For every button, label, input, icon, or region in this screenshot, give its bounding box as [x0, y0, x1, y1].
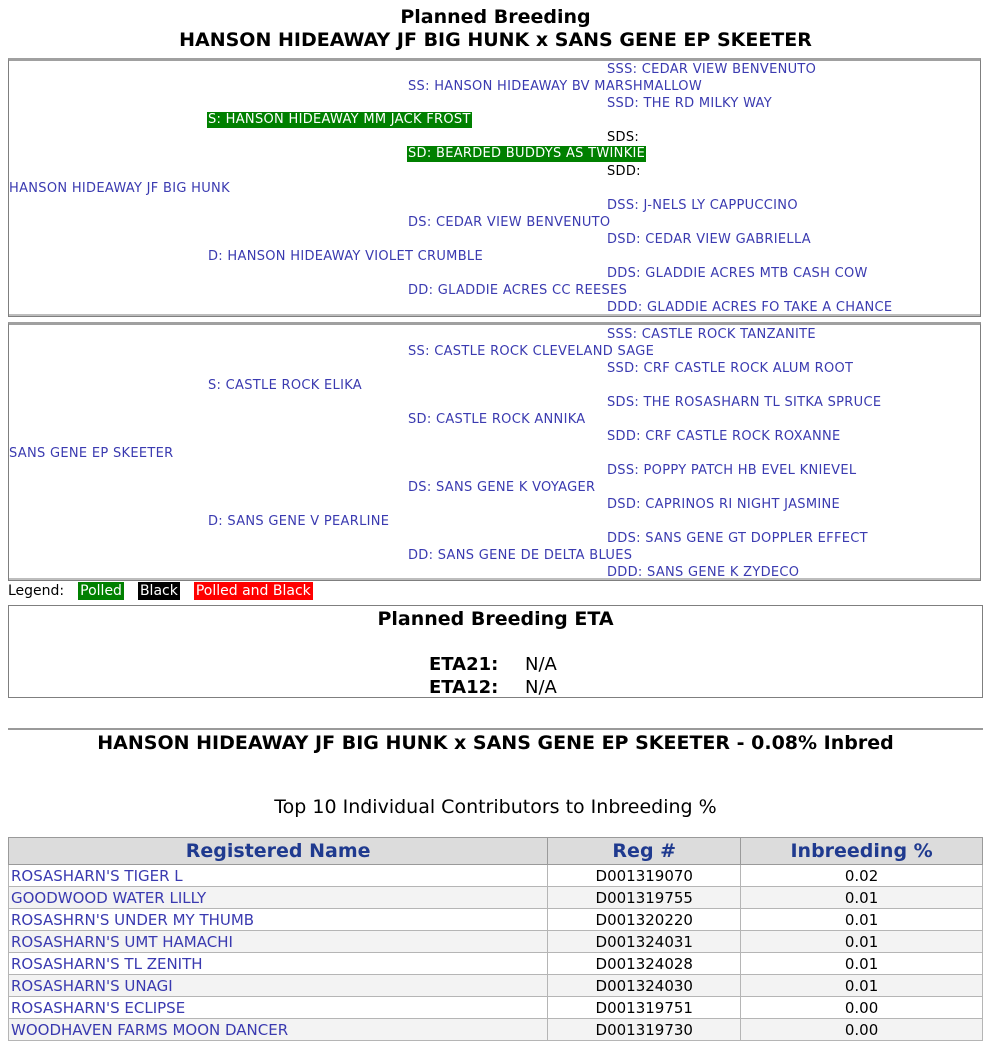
pedigree-ds[interactable]: DS: CEDAR VIEW BENVENUTO [408, 215, 611, 230]
eta21-value: N/A [525, 654, 557, 675]
pedigree-sd[interactable]: SD: CASTLE ROCK ANNIKA [408, 412, 586, 427]
legend-polled-black: Polled and Black [195, 583, 311, 599]
registered-name-link[interactable]: ROSASHARN'S UMT HAMACHI [9, 931, 548, 953]
col-header-reg-number[interactable]: Reg # [548, 838, 741, 865]
pedigree-dd[interactable]: DD: SANS GENE DE DELTA BLUES [408, 548, 633, 563]
reg-number: D001319751 [548, 997, 741, 1019]
pedigree-dds[interactable]: DDS: SANS GENE GT DOPPLER EFFECT [607, 531, 868, 546]
registered-name-link[interactable]: ROSASHARN'S TIGER L [9, 865, 548, 887]
eta12-label: ETA12: [429, 677, 499, 698]
pedigree-sds[interactable]: SDS: THE ROSASHARN TL SITKA SPRUCE [607, 395, 882, 410]
eta12-value: N/A [525, 677, 557, 698]
inbreeding-pct: 0.00 [741, 997, 983, 1019]
col-header-registered-name[interactable]: Registered Name [9, 838, 548, 865]
pedigree-ssd[interactable]: SSD: THE RD MILKY WAY [607, 96, 772, 111]
registered-name-link[interactable]: ROSASHARN'S ECLIPSE [9, 997, 548, 1019]
table-row [9, 887, 983, 909]
inbreeding-pct: 0.01 [741, 909, 983, 931]
table-row [9, 1019, 983, 1041]
registered-name-link[interactable]: ROSASHARN'S UNAGI [9, 975, 548, 997]
pedigree-d[interactable]: D: SANS GENE V PEARLINE [208, 514, 390, 529]
pedigree-sdd[interactable]: SDD: CRF CASTLE ROCK ROXANNE [607, 429, 841, 444]
pedigree-s[interactable]: S: HANSON HIDEAWAY MM JACK FROST [208, 112, 471, 127]
pedigree-sds: SDS: [607, 130, 640, 145]
pedigree-ddd[interactable]: DDD: SANS GENE K ZYDECO [607, 565, 800, 580]
pedigree-dss[interactable]: DSS: POPPY PATCH HB EVEL KNIEVEL [607, 463, 857, 478]
pedigree-dsd[interactable]: DSD: CEDAR VIEW GABRIELLA [607, 232, 811, 247]
eta21-row [429, 654, 557, 676]
table-row [9, 909, 983, 931]
legend-polled: Polled [80, 583, 122, 599]
legend [8, 582, 327, 600]
legend-black: Black [139, 583, 178, 599]
inbreeding-pct: 0.01 [741, 887, 983, 909]
pedigree-sdd: SDD: [607, 164, 641, 179]
page-title: Planned Breeding [400, 6, 591, 28]
pedigree-sss[interactable]: SSS: CEDAR VIEW BENVENUTO [607, 62, 817, 77]
pedigree-ssd[interactable]: SSD: CRF CASTLE ROCK ALUM ROOT [607, 361, 854, 376]
table-row [9, 975, 983, 997]
box-divider [9, 578, 980, 580]
reg-number: D001319755 [548, 887, 741, 909]
section-divider [8, 728, 983, 730]
inbreeding-pct: 0.00 [741, 1019, 983, 1041]
pedigree-dsd[interactable]: DSD: CAPRINOS RI NIGHT JASMINE [607, 497, 841, 512]
inbreeding-pct: 0.01 [741, 975, 983, 997]
eta12-row [429, 677, 557, 699]
inbreeding-pct: 0.01 [741, 953, 983, 975]
pedigree-d[interactable]: D: HANSON HIDEAWAY VIOLET CRUMBLE [208, 249, 483, 264]
reg-number: D001324028 [548, 953, 741, 975]
table-row [9, 953, 983, 975]
col-header-inbreeding-pct[interactable]: Inbreeding % [741, 838, 983, 865]
table-header-row [9, 838, 983, 865]
pedigree-ddd[interactable]: DDD: GLADDIE ACRES FO TAKE A CHANCE [607, 300, 893, 315]
breeding-pair-title: HANSON HIDEAWAY JF BIG HUNK x SANS GENE EP SKEETER [179, 29, 812, 51]
eta21-label: ETA21: [429, 654, 499, 675]
pedigree-animal[interactable]: SANS GENE EP SKEETER [9, 446, 174, 461]
reg-number: D001320220 [548, 909, 741, 931]
inbreeding-pct: 0.01 [741, 931, 983, 953]
reg-number: D001319070 [548, 865, 741, 887]
eta-title: Planned Breeding ETA [377, 608, 614, 630]
registered-name-link[interactable]: GOODWOOD WATER LILLY [9, 887, 548, 909]
top10-title: Top 10 Individual Contributors to Inbreeding % [274, 796, 717, 818]
eta-box [8, 605, 983, 698]
reg-number: D001324030 [548, 975, 741, 997]
pedigree-s[interactable]: S: CASTLE ROCK ELIKA [208, 378, 362, 393]
inbreeding-pct: 0.02 [741, 865, 983, 887]
pedigree-ds[interactable]: DS: SANS GENE K VOYAGER [408, 480, 596, 495]
legend-label: Legend: [8, 583, 65, 599]
reg-number: D001319730 [548, 1019, 741, 1041]
reg-number: D001324031 [548, 931, 741, 953]
table-row [9, 865, 983, 887]
pedigree-dss[interactable]: DSS: J-NELS LY CAPPUCCINO [607, 198, 798, 213]
pedigree-dd[interactable]: DD: GLADDIE ACRES CC REESES [408, 283, 628, 298]
pedigree-dds[interactable]: DDS: GLADDIE ACRES MTB CASH COW [607, 266, 868, 281]
table-row [9, 997, 983, 1019]
pedigree-sss[interactable]: SSS: CASTLE ROCK TANZANITE [607, 327, 816, 342]
registered-name-link[interactable]: ROSASHRN'S UNDER MY THUMB [9, 909, 548, 931]
registered-name-link[interactable]: ROSASHARN'S TL ZENITH [9, 953, 548, 975]
pedigree-ss[interactable]: SS: HANSON HIDEAWAY BV MARSHMALLOW [408, 79, 702, 94]
registered-name-link[interactable]: WOODHAVEN FARMS MOON DANCER [9, 1019, 548, 1041]
inbreeding-title: HANSON HIDEAWAY JF BIG HUNK x SANS GENE EP SKEETER - 0.08% Inbred [97, 732, 894, 754]
table-row [9, 931, 983, 953]
pedigree-ss[interactable]: SS: CASTLE ROCK CLEVELAND SAGE [408, 344, 655, 359]
contributors-table [8, 837, 983, 1041]
pedigree-sd[interactable]: SD: BEARDED BUDDYS AS TWINKIE [408, 146, 646, 161]
pedigree-animal[interactable]: HANSON HIDEAWAY JF BIG HUNK [9, 181, 230, 196]
